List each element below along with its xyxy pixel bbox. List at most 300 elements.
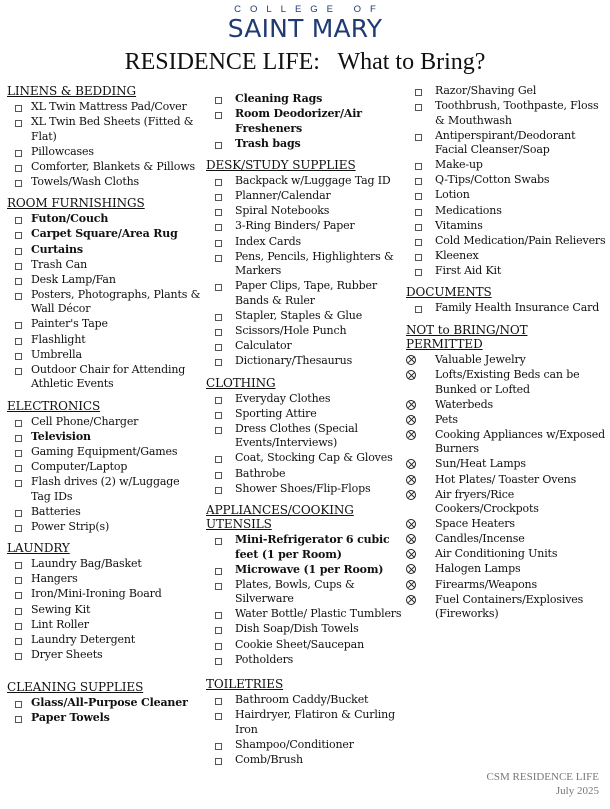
- section-heading: TOILETRIES: [206, 677, 284, 692]
- item-text: Planner/Calendar: [235, 189, 331, 203]
- checklist-item: [206, 219, 402, 234]
- checkbox-icon: [215, 314, 222, 321]
- checklist-item: [7, 273, 202, 288]
- item-text: Gaming Equipment/Games: [31, 444, 178, 458]
- checkbox-icon: [415, 224, 422, 231]
- checkbox-icon: [15, 653, 22, 660]
- item-text: Comb/Brush: [235, 752, 303, 766]
- section-heading: NOT to BRING/NOT PERMITTED: [406, 322, 528, 351]
- checkbox-icon: [215, 412, 222, 419]
- item-text: Posters, Photographs, Plants & Wall Décor: [31, 287, 201, 316]
- checkbox-icon: [215, 456, 222, 463]
- checklist-item: [7, 557, 202, 572]
- item-text: Comforter, Blankets & Pillows: [31, 159, 195, 173]
- footer-org: CSM RESIDENCE LIFE: [486, 771, 599, 783]
- checklist-section: [7, 196, 202, 391]
- item-text: Air fryers/Rice Cookers/Crockpots: [435, 487, 539, 516]
- item-text: Flashlight: [31, 332, 86, 346]
- item-text: Desk Lamp/Fan: [31, 272, 116, 286]
- item-text: Firearms/Weapons: [435, 577, 537, 591]
- item-text: Cleaning Rags: [235, 92, 323, 105]
- section-heading: CLEANING SUPPLIES: [7, 680, 144, 695]
- item-text: Shower Shoes/Flip-Flops: [235, 481, 371, 495]
- column-1: [7, 84, 202, 733]
- checklist-item: [206, 693, 402, 708]
- checklist-item: [7, 100, 202, 115]
- checklist-item: [7, 505, 202, 520]
- checklist-item: [406, 532, 606, 547]
- checklist-item: [7, 603, 202, 618]
- item-text: Iron/Mini-Ironing Board: [31, 587, 162, 601]
- item-text: Microwave (1 per Room): [235, 562, 384, 576]
- checklist-item: [206, 753, 402, 768]
- checklist-item: [406, 129, 606, 158]
- checklist-item: [7, 212, 202, 227]
- checkbox-icon: [415, 89, 422, 96]
- checkbox-icon: [415, 178, 422, 185]
- checklist-item: [206, 392, 402, 407]
- checklist-item: [206, 189, 402, 204]
- college-logo: [0, 4, 610, 43]
- checklist-section: [206, 158, 402, 368]
- checklist-section: [206, 376, 402, 496]
- item-text: Mini-Refrigerator 6 cubic feet (1 per Room): [235, 533, 390, 561]
- checklist-item: [206, 622, 402, 637]
- item-text: Sun/Heat Lamps: [435, 457, 526, 471]
- checkbox-icon: [15, 293, 22, 300]
- checklist-item: [7, 520, 202, 535]
- item-text: Dryer Sheets: [31, 647, 103, 661]
- item-text: Hangers: [31, 572, 78, 586]
- checklist-item: [406, 249, 606, 264]
- item-text: Painter's Tape: [31, 317, 108, 331]
- checklist-item: [7, 633, 202, 648]
- item-text: Futon/Couch: [31, 212, 109, 226]
- page-title: RESIDENCE LIFE: What to Bring?: [124, 49, 486, 75]
- checkbox-icon: [15, 217, 22, 224]
- checklist-item: [206, 250, 402, 279]
- checklist-item: [7, 696, 202, 711]
- prohibited-icon: [406, 595, 416, 605]
- checklist-section: [406, 285, 606, 316]
- checkbox-icon: [215, 284, 222, 291]
- item-text: Q-Tips/Cotton Swabs: [435, 173, 550, 187]
- checklist-item: [7, 333, 202, 348]
- item-text: Toothbrush, Toothpaste, Floss & Mouthwash: [435, 99, 599, 127]
- section-heading: LAUNDRY: [7, 541, 70, 556]
- checkbox-icon: [15, 420, 22, 427]
- checklist-item: [7, 115, 202, 144]
- prohibited-icon: [406, 370, 416, 380]
- checklist: [206, 392, 402, 496]
- checklist-item: [406, 173, 606, 188]
- checklist-item: [7, 430, 202, 445]
- item-text: Candles/Incense: [435, 532, 525, 546]
- checkbox-icon: [215, 612, 222, 619]
- item-text: Dress Clothes (Special Events/Interviews): [235, 421, 358, 450]
- item-text: XL Twin Bed Sheets (Fitted & Flat): [31, 115, 194, 143]
- checklist-item: [406, 562, 606, 577]
- checkbox-icon: [215, 209, 222, 216]
- item-text: Hot Plates/ Toaster Ovens: [435, 472, 577, 486]
- checkbox-icon: [15, 562, 22, 569]
- checkbox-icon: [15, 608, 22, 615]
- checkbox-icon: [15, 248, 22, 255]
- checkbox-icon: [215, 743, 222, 750]
- item-text: Pillowcases: [31, 144, 94, 158]
- checklist-item: [7, 460, 202, 475]
- checklist-item: [7, 288, 202, 317]
- checklist: [7, 696, 202, 726]
- checkbox-icon: [215, 329, 222, 336]
- checklist: [7, 212, 202, 391]
- checklist-item: [206, 407, 402, 422]
- checkbox-icon: [215, 179, 222, 186]
- checklist-item: [7, 587, 202, 602]
- item-text: Halogen Lamps: [435, 562, 521, 576]
- item-text: Dictionary/Thesaurus: [235, 354, 353, 368]
- item-text: Family Health Insurance Card: [435, 301, 600, 315]
- item-text: Everyday Clothes: [235, 391, 331, 405]
- checkbox-icon: [215, 240, 222, 247]
- checkbox-icon: [15, 338, 22, 345]
- item-text: Carpet Square/Area Rug: [31, 227, 178, 241]
- item-text: Make-up: [435, 158, 483, 172]
- checkbox-icon: [15, 480, 22, 487]
- prohibited-icon: [406, 355, 416, 365]
- prohibited-icon: [406, 490, 416, 500]
- section-heading: APPLIANCES/COOKING UTENSILS: [206, 503, 354, 532]
- item-text: Calculator: [235, 339, 292, 353]
- checkbox-icon: [215, 643, 222, 650]
- checkbox-icon: [415, 209, 422, 216]
- checkbox-icon: [415, 163, 422, 170]
- checkbox-icon: [215, 758, 222, 765]
- checklist-item: [206, 174, 402, 189]
- checklist-item: [206, 279, 402, 308]
- checkbox-icon: [215, 142, 222, 149]
- checklist-item: [206, 137, 402, 152]
- checklist-item: [206, 708, 402, 737]
- item-text: Sewing Kit: [31, 602, 91, 616]
- checklist-item: [206, 204, 402, 219]
- checkbox-icon: [415, 104, 422, 111]
- checklist: [7, 557, 202, 662]
- prohibited-icon: [406, 534, 416, 544]
- item-text: Paper Towels: [31, 711, 110, 725]
- checklist-item: [7, 175, 202, 190]
- checkbox-icon: [215, 487, 222, 494]
- checkbox-icon: [215, 397, 222, 404]
- checkbox-icon: [15, 232, 22, 239]
- item-text: Glass/All-Purpose Cleaner: [31, 696, 188, 710]
- checkbox-icon: [15, 638, 22, 645]
- checklist-section: [406, 323, 606, 622]
- checkbox-icon: [415, 134, 422, 141]
- item-text: First Aid Kit: [435, 263, 502, 277]
- checklist: [7, 415, 202, 535]
- checkbox-icon: [15, 701, 22, 708]
- checklist-item: [7, 445, 202, 460]
- item-text: Paper Clips, Tape, Rubber Bands & Ruler: [235, 279, 377, 307]
- checklist-item: [406, 204, 606, 219]
- checklist-item: [206, 235, 402, 250]
- checklist-item: [7, 363, 202, 392]
- checklist-item: [206, 339, 402, 354]
- checklist-item: [206, 578, 402, 607]
- checklist-item: [7, 475, 202, 504]
- item-text: Medications: [435, 203, 502, 217]
- checklist-section: [206, 92, 402, 151]
- checkbox-icon: [15, 435, 22, 442]
- item-text: Pens, Pencils, Highlighters & Markers: [235, 249, 394, 278]
- item-text: Hairdryer, Flatiron & Curling Iron: [235, 708, 395, 736]
- checklist-item: [406, 547, 606, 562]
- footer-date: July 2025: [555, 785, 599, 797]
- item-text: Flash drives (2) w/Luggage Tag IDs: [31, 475, 180, 503]
- checkbox-icon: [215, 344, 222, 351]
- checklist-item: [406, 578, 606, 593]
- checklist-item: [7, 243, 202, 258]
- prohibited-icon: [406, 475, 416, 485]
- checkbox-icon: [215, 583, 222, 590]
- checkbox-icon: [15, 278, 22, 285]
- prohibited-icon: [406, 519, 416, 529]
- checklist-item: [206, 467, 402, 482]
- prohibited-icon: [406, 459, 416, 469]
- item-text: Outdoor Chair for Attending Athletic Events: [31, 362, 186, 391]
- item-text: Vitamins: [435, 218, 483, 232]
- checkbox-icon: [15, 577, 22, 584]
- checklist-section: [206, 503, 402, 667]
- item-text: Bathroom Caddy/Bucket: [235, 693, 369, 707]
- checklist-item: [406, 301, 606, 316]
- item-text: Batteries: [31, 504, 81, 518]
- checklist-item: [406, 488, 606, 517]
- checklist-item: [206, 354, 402, 369]
- checklist-item: [406, 158, 606, 173]
- item-text: Index Cards: [235, 234, 301, 248]
- checkbox-icon: [415, 239, 422, 246]
- checkbox-icon: [215, 97, 222, 104]
- item-text: Cookie Sheet/Saucepan: [235, 637, 365, 651]
- checklist-item: [406, 84, 606, 99]
- checklist: [406, 353, 606, 622]
- checkbox-icon: [15, 322, 22, 329]
- item-text: Umbrella: [31, 347, 82, 361]
- checkbox-icon: [15, 150, 22, 157]
- checkbox-icon: [215, 698, 222, 705]
- prohibited-icon: [406, 415, 416, 425]
- item-text: Sporting Attire: [235, 406, 317, 420]
- prohibited-icon: [406, 580, 416, 590]
- checklist-item: [406, 457, 606, 472]
- item-text: Towels/Wash Cloths: [31, 174, 140, 188]
- column-3: [406, 84, 606, 629]
- checklist-item: [406, 368, 606, 397]
- footer: [487, 770, 599, 798]
- item-text: Cell Phone/Charger: [31, 414, 139, 428]
- checkbox-icon: [15, 510, 22, 517]
- checklist-item: [206, 653, 402, 668]
- checklist-item: [206, 107, 402, 136]
- checklist: [7, 100, 202, 189]
- checklist: [406, 84, 606, 278]
- item-text: Lofts/Existing Beds can be Bunked or Lofted: [435, 368, 580, 396]
- checklist-item: [7, 348, 202, 363]
- item-text: Room Deodorizer/Air Fresheners: [235, 107, 362, 135]
- checklist-section: [206, 677, 402, 767]
- checklist-item: [406, 99, 606, 128]
- checklist-item: [406, 219, 606, 234]
- checkbox-icon: [15, 120, 22, 127]
- item-text: Plates, Bowls, Cups & Silverware: [235, 577, 355, 606]
- checklist-item: [406, 234, 606, 249]
- checkbox-icon: [15, 465, 22, 472]
- checklist-item: [406, 264, 606, 279]
- checklist-item: [406, 353, 606, 368]
- checklist-item: [7, 160, 202, 175]
- section-heading: CLOTHING: [206, 375, 276, 390]
- checklist: [206, 92, 402, 151]
- section-heading: ELECTRONICS: [7, 398, 101, 413]
- checklist-item: [7, 572, 202, 587]
- logo-college-of: COLLEGE OF: [234, 4, 385, 15]
- item-text: Spiral Notebooks: [235, 204, 330, 218]
- checklist-item: [406, 517, 606, 532]
- checkbox-icon: [15, 716, 22, 723]
- checklist-section: [7, 541, 202, 662]
- item-text: Dish Soap/Dish Towels: [235, 622, 359, 636]
- checklist: [206, 533, 402, 667]
- checkbox-icon: [215, 427, 222, 434]
- checkbox-icon: [415, 193, 422, 200]
- item-text: Razor/Shaving Gel: [435, 84, 537, 97]
- checklist-item: [7, 711, 202, 726]
- item-text: Trash bags: [235, 136, 301, 150]
- item-text: Scissors/Hole Punch: [235, 323, 347, 337]
- section-heading: DESK/STUDY SUPPLIES: [206, 158, 356, 173]
- checklist-item: [206, 738, 402, 753]
- checkbox-icon: [415, 306, 422, 313]
- checklist-item: [7, 258, 202, 273]
- checklist-item: [206, 92, 402, 107]
- checkbox-icon: [15, 263, 22, 270]
- section-heading: ROOM FURNISHINGS: [7, 196, 145, 211]
- checkbox-icon: [215, 359, 222, 366]
- checklist-item: [7, 317, 202, 332]
- checkbox-icon: [415, 254, 422, 261]
- item-text: Fuel Containers/Explosives (Fireworks): [435, 592, 584, 621]
- checklist: [206, 174, 402, 368]
- checkbox-icon: [215, 224, 222, 231]
- item-text: Valuable Jewelry: [435, 352, 526, 366]
- item-text: Water Bottle/ Plastic Tumblers: [235, 607, 402, 621]
- checklist-item: [406, 413, 606, 428]
- item-text: 3-Ring Binders/ Paper: [235, 219, 355, 233]
- checkbox-icon: [15, 368, 22, 375]
- checklist-item: [7, 415, 202, 430]
- checklist-item: [206, 482, 402, 497]
- checklist-section: [7, 84, 202, 189]
- checklist-item: [206, 309, 402, 324]
- item-text: XL Twin Mattress Pad/Cover: [31, 100, 187, 113]
- checkbox-icon: [15, 180, 22, 187]
- item-text: Lint Roller: [31, 617, 89, 631]
- checkbox-icon: [215, 713, 222, 720]
- checkbox-icon: [215, 658, 222, 665]
- item-text: Pets: [435, 412, 458, 426]
- checkbox-icon: [215, 472, 222, 479]
- prohibited-icon: [406, 430, 416, 440]
- checklist-item: [406, 593, 606, 622]
- checkbox-icon: [15, 623, 22, 630]
- logo-saint-mary: SAINT MARY: [227, 14, 383, 43]
- item-text: Backpack w/Luggage Tag ID: [235, 174, 391, 188]
- item-text: Air Conditioning Units: [435, 547, 558, 561]
- checklist-item: [206, 422, 402, 451]
- item-text: Stapler, Staples & Glue: [235, 308, 363, 322]
- checklist-item: [7, 227, 202, 242]
- section-heading: LINENS & BEDDING: [7, 84, 137, 98]
- checkbox-icon: [15, 165, 22, 172]
- item-text: Laundry Bag/Basket: [31, 557, 142, 571]
- item-text: Space Heaters: [435, 517, 515, 531]
- checklist-item: [206, 533, 402, 562]
- checklist: [406, 301, 606, 316]
- checklist: [206, 693, 402, 767]
- checklist-section: [7, 680, 202, 726]
- checklist-item: [7, 648, 202, 663]
- prohibited-icon: [406, 564, 416, 574]
- item-text: Cold Medication/Pain Relievers: [435, 233, 606, 247]
- checklist-item: [206, 638, 402, 653]
- checkbox-icon: [15, 353, 22, 360]
- checkbox-icon: [15, 592, 22, 599]
- checklist-item: [7, 145, 202, 160]
- item-text: Lotion: [435, 188, 470, 202]
- checklist-section: [406, 84, 606, 278]
- item-text: Laundry Detergent: [31, 632, 136, 646]
- column-2: [206, 84, 402, 774]
- item-text: Kleenex: [435, 248, 479, 262]
- checkbox-icon: [215, 112, 222, 119]
- checkbox-icon: [215, 538, 222, 545]
- checklist-item: [206, 563, 402, 578]
- item-text: Shampoo/Conditioner: [235, 737, 354, 751]
- checklist-section: [7, 399, 202, 535]
- checklist-item: [206, 607, 402, 622]
- checklist-item: [206, 451, 402, 466]
- checklist-item: [406, 398, 606, 413]
- checklist-item: [406, 473, 606, 488]
- item-text: Cooking Appliances w/Exposed Burners: [435, 427, 606, 456]
- checkbox-icon: [15, 450, 22, 457]
- prohibited-icon: [406, 549, 416, 559]
- item-text: Television: [31, 429, 91, 443]
- checkbox-icon: [15, 105, 22, 112]
- item-text: Coat, Stocking Cap & Gloves: [235, 451, 393, 465]
- section-heading: DOCUMENTS: [406, 285, 492, 300]
- item-text: Curtains: [31, 242, 83, 256]
- checkbox-icon: [215, 627, 222, 634]
- checklist-item: [406, 188, 606, 203]
- item-text: Potholders: [235, 652, 294, 666]
- checklist-item: [406, 428, 606, 457]
- prohibited-icon: [406, 400, 416, 410]
- checkbox-icon: [215, 194, 222, 201]
- checkbox-icon: [415, 269, 422, 276]
